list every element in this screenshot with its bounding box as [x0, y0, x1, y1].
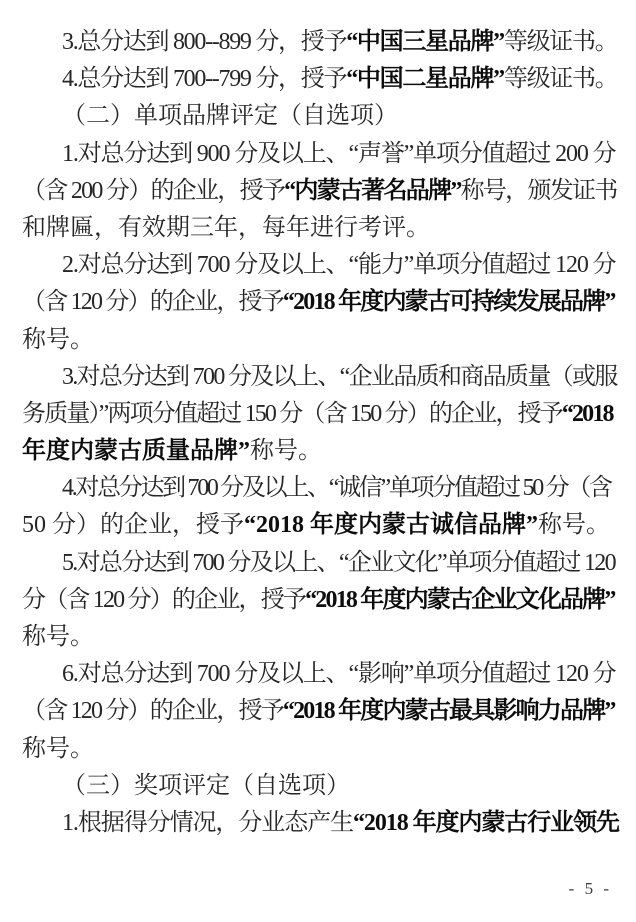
text-line-15	[22, 545, 620, 582]
text-line-5	[22, 173, 620, 210]
text-line-6	[22, 210, 620, 247]
text-run: 等级证书。	[503, 29, 618, 55]
text-line-2	[22, 61, 620, 98]
text-line-content	[62, 247, 615, 284]
text-line-content	[22, 322, 94, 359]
text-line-13	[22, 470, 620, 507]
text-line-19	[22, 693, 620, 730]
brand-name-bold: “中国二星品牌”	[346, 66, 504, 93]
brand-name-bold: “内蒙古著名品牌”	[284, 177, 461, 204]
text-run: 等级证书。	[503, 66, 618, 93]
text-line-content	[22, 731, 94, 768]
text-line-9	[22, 322, 620, 359]
text-run: 2.对总分达到 700 分及以上、“能力”单项分值超过 120 分	[62, 252, 616, 279]
text-line-content	[22, 619, 94, 656]
brand-name-bold: “2018 年度内蒙古可持续发展品牌”	[282, 289, 615, 316]
text-line-10	[22, 359, 620, 396]
text-run: 50 分）的企业，授予	[22, 512, 244, 539]
brand-name-bold: 年度内蒙古质量品牌”	[22, 438, 250, 465]
text-run: 称号，颁发证书	[460, 177, 617, 204]
text-line-content	[22, 433, 322, 470]
text-line-8	[22, 284, 620, 321]
brand-name-bold: “2018 年度内蒙古行业领先	[353, 809, 619, 836]
text-run: （含 200 分）的企业，授予	[22, 177, 285, 204]
text-run: （含 120 分）的企业，授予	[22, 289, 283, 316]
brand-name-bold: “中国三星品牌”	[346, 29, 504, 55]
text-line-content	[62, 136, 615, 173]
text-run: 4.总分达到 700--799 分，授予	[62, 66, 347, 93]
brand-name-bold: “2018 年度内蒙古诚信品牌”	[244, 512, 538, 539]
text-run: （三）奖项评定（自选项）	[62, 772, 350, 799]
text-line-content	[62, 61, 617, 98]
text-line-7	[22, 247, 620, 284]
text-line-content	[62, 24, 617, 61]
text-run: （二）单项品牌评定（自选项）	[62, 103, 398, 130]
document-body	[22, 24, 620, 842]
text-run: 称号。	[22, 624, 94, 650]
text-run: 称号。	[250, 438, 322, 465]
text-line-content	[22, 210, 430, 247]
text-line-content	[62, 470, 611, 507]
text-line-1	[22, 24, 620, 61]
text-line-content	[62, 359, 617, 396]
text-line-content	[22, 396, 613, 433]
text-run: 4.对总分达到 700 分及以上、“诚信”单项分值超过 50 分（含	[62, 475, 611, 502]
text-run: 1.根据得分情况，分业态产生	[62, 809, 353, 836]
text-line-16	[22, 582, 620, 619]
text-run: 称号。	[538, 512, 610, 539]
text-run: （含 120 分）的企业，授予	[22, 698, 283, 725]
text-line-content	[62, 545, 615, 582]
text-line-14	[22, 507, 620, 544]
text-line-22	[22, 805, 620, 842]
brand-name-bold: “2018	[561, 400, 613, 427]
text-line-21	[22, 768, 620, 805]
brand-name-bold: “2018 年度内蒙古企业文化品牌”	[305, 586, 615, 613]
text-run: 分（含 120 分）的企业，授予	[22, 586, 306, 613]
text-line-content	[22, 507, 610, 544]
text-line-content	[62, 768, 350, 805]
text-line-content	[62, 656, 615, 693]
page-number: - 5 -	[568, 879, 612, 898]
text-line-content	[62, 98, 398, 135]
text-line-content	[62, 805, 619, 842]
text-run: 5.对总分达到 700 分及以上、“企业文化”单项分值超过 120	[62, 549, 615, 576]
text-run: 3.总分达到 800--899 分，授予	[62, 29, 347, 55]
text-line-20	[22, 731, 620, 768]
text-line-11	[22, 396, 620, 433]
brand-name-bold: “2018 年度内蒙古最具影响力品牌”	[282, 698, 615, 725]
text-run: 称号。	[22, 735, 94, 762]
text-line-12	[22, 433, 620, 470]
text-line-content	[22, 173, 617, 210]
text-line-content	[22, 284, 615, 321]
text-run: 3.对总分达到 700 分及以上、“企业品质和商品质量（或服	[62, 363, 617, 390]
text-line-content	[22, 693, 615, 730]
text-line-3	[22, 98, 620, 135]
text-line-4	[22, 136, 620, 173]
text-run: 和牌匾，有效期三年，每年进行考评。	[22, 214, 430, 241]
text-line-content	[22, 582, 615, 619]
text-run: 务质量）”两项分值超过 150 分（含 150 分）的企业，授予	[22, 400, 562, 427]
text-run: 1.对总分达到 900 分及以上、“声誉”单项分值超过 200 分	[62, 140, 616, 167]
text-run: 6.对总分达到 700 分及以上、“影响”单项分值超过 120 分	[62, 661, 616, 688]
text-line-17	[22, 619, 620, 656]
text-line-18	[22, 656, 620, 693]
text-run: 称号。	[22, 326, 94, 353]
